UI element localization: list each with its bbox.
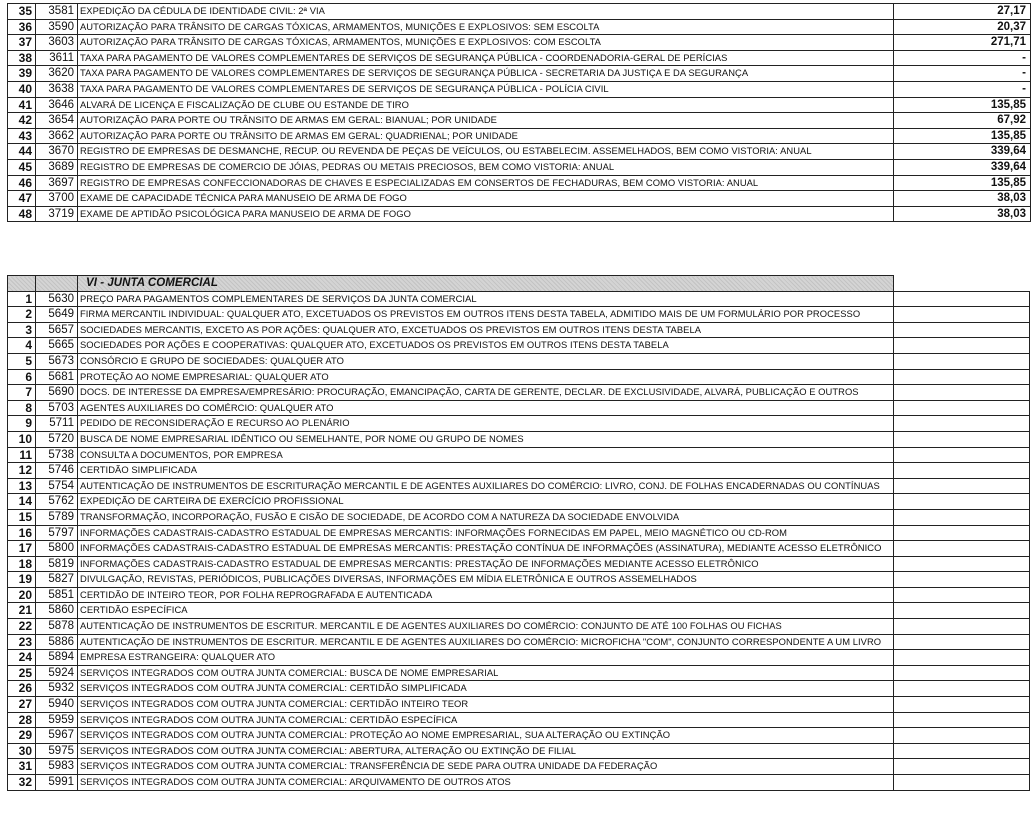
fee-description: AGENTES AUXILIARES DO COMÉRCIO: QUALQUER ATO (78, 400, 894, 416)
fee-value (893, 353, 1030, 369)
fee-description: TAXA PARA PAGAMENTO DE VALORES COMPLEMENTARES DE SERVIÇOS DE SEGURANÇA PÚBLICA - COORDENADORIA-GERAL DE PERÍCIAS (78, 50, 894, 66)
table-row (8, 159, 1031, 175)
fee-description: SERVIÇOS INTEGRADOS COM OUTRA JUNTA COMERCIAL: CERTIDÃO ESPECÍFICA (78, 712, 894, 728)
fee-description: SOCIEDADES MERCANTIS, EXCETO AS POR AÇÕES: QUALQUER ATO, EXCETUADOS OS PREVISTOS EM OUTROS ITENS DESTA TABELA (78, 322, 894, 338)
row-number: 12 (8, 463, 36, 479)
row-number: 39 (8, 66, 36, 82)
fee-value (893, 603, 1030, 619)
table-row (8, 353, 1030, 369)
fee-value: 135,85 (894, 97, 1031, 113)
fee-description: SERVIÇOS INTEGRADOS COM OUTRA JUNTA COMERCIAL: ARQUIVAMENTO DE OUTROS ATOS (78, 775, 894, 791)
fee-code: 5657 (36, 322, 78, 338)
fee-code: 5711 (36, 416, 78, 432)
fee-code: 5932 (36, 681, 78, 697)
fee-value (893, 307, 1030, 323)
fee-description: REGISTRO DE EMPRESAS DE DESMANCHE, RECUP. OU REVENDA DE PEÇAS DE VEÍCULOS, OU ESTABELECIM. ASSEMELHADOS, BEM COMO VISTORIA: ANUAL (78, 144, 894, 160)
fee-code: 3638 (36, 81, 78, 97)
fee-description: SERVIÇOS INTEGRADOS COM OUTRA JUNTA COMERCIAL: ABERTURA, ALTERAÇÃO OU EXTINÇÃO DE FILIAL (78, 743, 894, 759)
table-row (8, 291, 1030, 307)
fee-code: 5797 (36, 525, 78, 541)
table-row (8, 385, 1030, 401)
row-number: 37 (8, 35, 36, 51)
table-row (8, 634, 1030, 650)
table-row (8, 431, 1030, 447)
fee-value (893, 431, 1030, 447)
fee-code: 5681 (36, 369, 78, 385)
fee-table-security (7, 3, 1031, 222)
table-row (8, 775, 1030, 791)
fee-description: EXAME DE APTIDÃO PSICOLÓGICA PARA MANUSEIO DE ARMA DE FOGO (78, 206, 894, 222)
table-row (8, 619, 1030, 635)
table-row (8, 478, 1030, 494)
fee-table-junta-comercial (7, 275, 1030, 791)
row-number: 4 (8, 338, 36, 354)
fee-value (893, 338, 1030, 354)
fee-value (893, 587, 1030, 603)
row-number: 9 (8, 416, 36, 432)
fee-value (893, 572, 1030, 588)
table-row (8, 191, 1031, 207)
row-number: 26 (8, 681, 36, 697)
fee-code: 5959 (36, 712, 78, 728)
row-number: 41 (8, 97, 36, 113)
fee-value: 271,71 (894, 35, 1031, 51)
row-number: 5 (8, 353, 36, 369)
fee-description: CONSÓRCIO E GRUPO DE SOCIEDADES: QUALQUER ATO (78, 353, 894, 369)
fee-description: DOCS. DE INTERESSE DA EMPRESA/EMPRESÁRIO: PROCURAÇÃO, EMANCIPAÇÃO, CARTA DE GERENTE, DECLAR. DE EXCLUSIVIDADE, ALVARÁ, PUBLICAÇÃO E OUTROS (78, 385, 894, 401)
fee-description: SERVIÇOS INTEGRADOS COM OUTRA JUNTA COMERCIAL: CERTIDÃO SIMPLIFICADA (78, 681, 894, 697)
row-number: 16 (8, 525, 36, 541)
row-number: 47 (8, 191, 36, 207)
table-row (8, 447, 1030, 463)
fee-description: INFORMAÇÕES CADASTRAIS-CADASTRO ESTADUAL DE EMPRESAS MERCANTIS: INFORMAÇÕES FORNECIDAS EM PAPEL, MEIO MAGNÉTICO OU CD-ROM (78, 525, 894, 541)
row-number: 23 (8, 634, 36, 650)
row-number: 25 (8, 665, 36, 681)
fee-code: 3603 (36, 35, 78, 51)
section-header-row (8, 276, 1030, 292)
table-row (8, 525, 1030, 541)
table-row (8, 322, 1030, 338)
fee-value (893, 634, 1030, 650)
row-number: 20 (8, 587, 36, 603)
table-row (8, 66, 1031, 82)
fee-description: FIRMA MERCANTIL INDIVIDUAL: QUALQUER ATO, EXCETUADOS OS PREVISTOS EM OUTROS ITENS DESTA TABELA, ADMITIDO MAIS DE UM FORMULÁRIO POR PROCESSO (78, 307, 894, 323)
table-row (8, 307, 1030, 323)
row-number: 31 (8, 759, 36, 775)
fee-value: 38,03 (894, 191, 1031, 207)
row-number: 19 (8, 572, 36, 588)
row-number: 38 (8, 50, 36, 66)
fee-description: AUTENTICAÇÃO DE INSTRUMENTOS DE ESCRITURAÇÃO MERCANTIL E DE AGENTES AUXILIARES DO COMÉRCIO: LIVRO, CONJ. DE FOLHAS ENCADERNADAS OU CONTÍNUAS (78, 478, 894, 494)
row-number: 18 (8, 556, 36, 572)
table-row (8, 509, 1030, 525)
fee-value (893, 665, 1030, 681)
fee-value: - (894, 50, 1031, 66)
row-number: 2 (8, 307, 36, 323)
table-row (8, 650, 1030, 666)
fee-code: 5690 (36, 385, 78, 401)
table-row (8, 728, 1030, 744)
fee-value: 27,17 (894, 4, 1031, 20)
row-number: 17 (8, 541, 36, 557)
fee-code: 3697 (36, 175, 78, 191)
fee-description: SERVIÇOS INTEGRADOS COM OUTRA JUNTA COMERCIAL: PROTEÇÃO AO NOME EMPRESARIAL, SUA ALTERAÇÃO OU EXTINÇÃO (78, 728, 894, 744)
fee-description: CERTIDÃO DE INTEIRO TEOR, POR FOLHA REPROGRAFADA E AUTENTICADA (78, 587, 894, 603)
table-row (8, 759, 1030, 775)
fee-code: 5649 (36, 307, 78, 323)
table-row (8, 681, 1030, 697)
table-row (8, 697, 1030, 713)
fee-description: TRANSFORMAÇÃO, INCORPORAÇÃO, FUSÃO E CISÃO DE SOCIEDADE, DE ACORDO COM A NATUREZA DA SOCIEDADE ENVOLVIDA (78, 509, 894, 525)
row-number: 1 (8, 291, 36, 307)
fee-code: 3662 (36, 128, 78, 144)
fee-value: 135,85 (894, 175, 1031, 191)
fee-code: 5665 (36, 338, 78, 354)
table-row (8, 81, 1031, 97)
fee-value (893, 681, 1030, 697)
fee-value (893, 556, 1030, 572)
table-row (8, 400, 1030, 416)
fee-code: 5851 (36, 587, 78, 603)
row-number: 21 (8, 603, 36, 619)
fee-value (893, 541, 1030, 557)
fee-code: 3689 (36, 159, 78, 175)
fee-value (893, 728, 1030, 744)
table-row (8, 19, 1031, 35)
fee-value (893, 291, 1030, 307)
row-number: 11 (8, 447, 36, 463)
fee-value (893, 525, 1030, 541)
table-row (8, 712, 1030, 728)
fee-code: 5940 (36, 697, 78, 713)
fee-code: 5860 (36, 603, 78, 619)
fee-value (893, 650, 1030, 666)
table-row (8, 572, 1030, 588)
row-number: 6 (8, 369, 36, 385)
section-title: VI - JUNTA COMERCIAL (78, 276, 894, 292)
fee-code: 5983 (36, 759, 78, 775)
fee-description: BUSCA DE NOME EMPRESARIAL IDÊNTICO OU SEMELHANTE, POR NOME OU GRUPO DE NOMES (78, 431, 894, 447)
fee-code: 5819 (36, 556, 78, 572)
fee-code: 3719 (36, 206, 78, 222)
table-row (8, 603, 1030, 619)
fee-value: 38,03 (894, 206, 1031, 222)
table-row (8, 587, 1030, 603)
table-row (8, 175, 1031, 191)
table-row (8, 144, 1031, 160)
fee-description: PREÇO PARA PAGAMENTOS COMPLEMENTARES DE SERVIÇOS DA JUNTA COMERCIAL (78, 291, 894, 307)
fee-description: REGISTRO DE EMPRESAS CONFECCIONADORAS DE CHAVES E ESPECIALIZADAS EM CONSERTOS DE FECHADURAS, BEM COMO VISTORIA: ANUAL (78, 175, 894, 191)
fee-value (893, 385, 1030, 401)
fee-code: 5827 (36, 572, 78, 588)
fee-value (893, 322, 1030, 338)
fee-code: 3611 (36, 50, 78, 66)
fee-description: CERTIDÃO ESPECÍFICA (78, 603, 894, 619)
fee-table-junta-comercial-body (8, 276, 1030, 791)
fee-code: 5720 (36, 431, 78, 447)
fee-description: CONSULTA A DOCUMENTOS, POR EMPRESA (78, 447, 894, 463)
table-row (8, 665, 1030, 681)
fee-description: SERVIÇOS INTEGRADOS COM OUTRA JUNTA COMERCIAL: TRANSFERÊNCIA DE SEDE PARA OUTRA UNIDADE DA FEDERAÇÃO (78, 759, 894, 775)
row-number: 45 (8, 159, 36, 175)
fee-value (893, 619, 1030, 635)
row-number: 36 (8, 19, 36, 35)
fee-code: 5630 (36, 291, 78, 307)
fee-description: REGISTRO DE EMPRESAS DE COMERCIO DE JÓIAS, PEDRAS OU METAIS PRECIOSOS, BEM COMO VISTORIA: ANUAL (78, 159, 894, 175)
fee-description: AUTORIZAÇÃO PARA TRÂNSITO DE CARGAS TÓXICAS, ARMAMENTOS, MUNIÇÕES E EXPLOSIVOS: COM ESCOLTA (78, 35, 894, 51)
fee-description: EXPEDIÇÃO DE CARTEIRA DE EXERCÍCIO PROFISSIONAL (78, 494, 894, 510)
table-row (8, 97, 1031, 113)
fee-code: 5800 (36, 541, 78, 557)
table-row (8, 4, 1031, 20)
header-number-cell (8, 276, 36, 292)
fee-code: 5746 (36, 463, 78, 479)
row-number: 8 (8, 400, 36, 416)
fee-description: INFORMAÇÕES CADASTRAIS-CADASTRO ESTADUAL DE EMPRESAS MERCANTIS: PRESTAÇÃO DE INFORMAÇÕES MEDIANTE ACESSO ELETRÔNICO (78, 556, 894, 572)
fee-table-security-body (8, 4, 1031, 222)
row-number: 22 (8, 619, 36, 635)
fee-code: 3646 (36, 97, 78, 113)
fee-code: 5703 (36, 400, 78, 416)
fee-code: 3700 (36, 191, 78, 207)
fee-description: AUTORIZAÇÃO PARA PORTE OU TRÂNSITO DE ARMAS EM GERAL: BIANUAL; POR UNIDADE (78, 113, 894, 129)
fee-description: AUTORIZAÇÃO PARA TRÂNSITO DE CARGAS TÓXICAS, ARMAMENTOS, MUNIÇÕES E EXPLOSIVOS: SEM ESCOLTA (78, 19, 894, 35)
fee-description: ALVARÁ DE LICENÇA E FISCALIZAÇÃO DE CLUBE OU ESTANDE DE TIRO (78, 97, 894, 113)
fee-value (893, 775, 1030, 791)
fee-code: 5878 (36, 619, 78, 635)
fee-description: EMPRESA ESTRANGEIRA: QUALQUER ATO (78, 650, 894, 666)
row-number: 32 (8, 775, 36, 791)
fee-code: 5991 (36, 775, 78, 791)
fee-code: 3620 (36, 66, 78, 82)
table-row (8, 541, 1030, 557)
fee-value: 20,37 (894, 19, 1031, 35)
fee-value (893, 697, 1030, 713)
fee-value (893, 447, 1030, 463)
fee-description: SERVIÇOS INTEGRADOS COM OUTRA JUNTA COMERCIAL: BUSCA DE NOME EMPRESARIAL (78, 665, 894, 681)
row-number: 44 (8, 144, 36, 160)
table-row (8, 35, 1031, 51)
fee-value (893, 712, 1030, 728)
fee-description: TAXA PARA PAGAMENTO DE VALORES COMPLEMENTARES DE SERVIÇOS DE SEGURANÇA PÚBLICA - POLÍCIA CIVIL (78, 81, 894, 97)
fee-value: 67,92 (894, 113, 1031, 129)
fee-description: EXPEDIÇÃO DA CÉDULA DE IDENTIDADE CIVIL: 2ª VIA (78, 4, 894, 20)
row-number: 7 (8, 385, 36, 401)
fee-description: INFORMAÇÕES CADASTRAIS-CADASTRO ESTADUAL DE EMPRESAS MERCANTIS: PRESTAÇÃO CONTÍNUA DE INFORMAÇÕES (ASSINATURA), MEDIANTE ACESSO ELETRÔNICO (78, 541, 894, 557)
fee-code: 5975 (36, 743, 78, 759)
row-number: 30 (8, 743, 36, 759)
fee-description: DIVULGAÇÃO, REVISTAS, PERIÓDICOS, PUBLICAÇÕES DIVERSAS, INFORMAÇÕES EM MÍDIA ELETRÔNICA E OUTROS ASSEMELHADOS (78, 572, 894, 588)
header-code-cell (36, 276, 78, 292)
row-number: 46 (8, 175, 36, 191)
fee-value (893, 400, 1030, 416)
table-row (8, 338, 1030, 354)
fee-value (893, 759, 1030, 775)
table-row (8, 128, 1031, 144)
fee-description: SERVIÇOS INTEGRADOS COM OUTRA JUNTA COMERCIAL: CERTIDÃO INTEIRO TEOR (78, 697, 894, 713)
fee-description: CERTIDÃO SIMPLIFICADA (78, 463, 894, 479)
fee-code: 3590 (36, 19, 78, 35)
fee-code: 5967 (36, 728, 78, 744)
fee-code: 5886 (36, 634, 78, 650)
fee-value: - (894, 81, 1031, 97)
fee-value (893, 416, 1030, 432)
fee-value (893, 369, 1030, 385)
table-row (8, 113, 1031, 129)
table-row (8, 743, 1030, 759)
table-row (8, 556, 1030, 572)
row-number: 42 (8, 113, 36, 129)
row-number: 28 (8, 712, 36, 728)
fee-description: AUTENTICAÇÃO DE INSTRUMENTOS DE ESCRITUR. MERCANTIL E DE AGENTES AUXILIARES DO COMÉRCIO: MICROFICHA "COM", CONJUNTO CORRESPONDENTE A UM LIVRO (78, 634, 894, 650)
table-row (8, 494, 1030, 510)
fee-value (893, 743, 1030, 759)
fee-description: EXAME DE CAPACIDADE TÉCNICA PARA MANUSEIO DE ARMA DE FOGO (78, 191, 894, 207)
row-number: 40 (8, 81, 36, 97)
fee-value: 339,64 (894, 144, 1031, 160)
row-number: 3 (8, 322, 36, 338)
fee-value: 339,64 (894, 159, 1031, 175)
row-number: 14 (8, 494, 36, 510)
fee-description: TAXA PARA PAGAMENTO DE VALORES COMPLEMENTARES DE SERVIÇOS DE SEGURANÇA PÚBLICA - SECRETARIA DA JUSTIÇA E DA SEGURANÇA (78, 66, 894, 82)
fee-code: 3581 (36, 4, 78, 20)
fee-code: 5924 (36, 665, 78, 681)
table-row (8, 463, 1030, 479)
fee-description: PEDIDO DE RECONSIDERAÇÃO E RECURSO AO PLENÁRIO (78, 416, 894, 432)
row-number: 13 (8, 478, 36, 494)
table-row (8, 50, 1031, 66)
fee-code: 5894 (36, 650, 78, 666)
row-number: 48 (8, 206, 36, 222)
fee-description: PROTEÇÃO AO NOME EMPRESARIAL: QUALQUER ATO (78, 369, 894, 385)
row-number: 15 (8, 509, 36, 525)
fee-code: 5738 (36, 447, 78, 463)
fee-code: 3670 (36, 144, 78, 160)
fee-code: 5673 (36, 353, 78, 369)
fee-description: AUTORIZAÇÃO PARA PORTE OU TRÂNSITO DE ARMAS EM GERAL: QUADRIENAL; POR UNIDADE (78, 128, 894, 144)
fee-description: SOCIEDADES POR AÇÕES E COOPERATIVAS: QUALQUER ATO, EXCETUADOS OS PREVISTOS EM OUTROS ITENS DESTA TABELA (78, 338, 894, 354)
fee-code: 5762 (36, 494, 78, 510)
table-row (8, 369, 1030, 385)
fee-value (893, 463, 1030, 479)
row-number: 35 (8, 4, 36, 20)
row-number: 43 (8, 128, 36, 144)
row-number: 24 (8, 650, 36, 666)
table-row (8, 206, 1031, 222)
row-number: 27 (8, 697, 36, 713)
fee-value: 135,85 (894, 128, 1031, 144)
row-number: 10 (8, 431, 36, 447)
fee-code: 5789 (36, 509, 78, 525)
fee-value (893, 494, 1030, 510)
header-value-cell (893, 276, 1030, 292)
table-row (8, 416, 1030, 432)
row-number: 29 (8, 728, 36, 744)
fee-code: 5754 (36, 478, 78, 494)
fee-value (893, 509, 1030, 525)
fee-value: - (894, 66, 1031, 82)
fee-description: AUTENTICAÇÃO DE INSTRUMENTOS DE ESCRITUR. MERCANTIL E DE AGENTES AUXILIARES DO COMÉRCIO: CONJUNTO DE ATÉ 100 FOLHAS OU FICHAS (78, 619, 894, 635)
fee-code: 3654 (36, 113, 78, 129)
fee-value (893, 478, 1030, 494)
